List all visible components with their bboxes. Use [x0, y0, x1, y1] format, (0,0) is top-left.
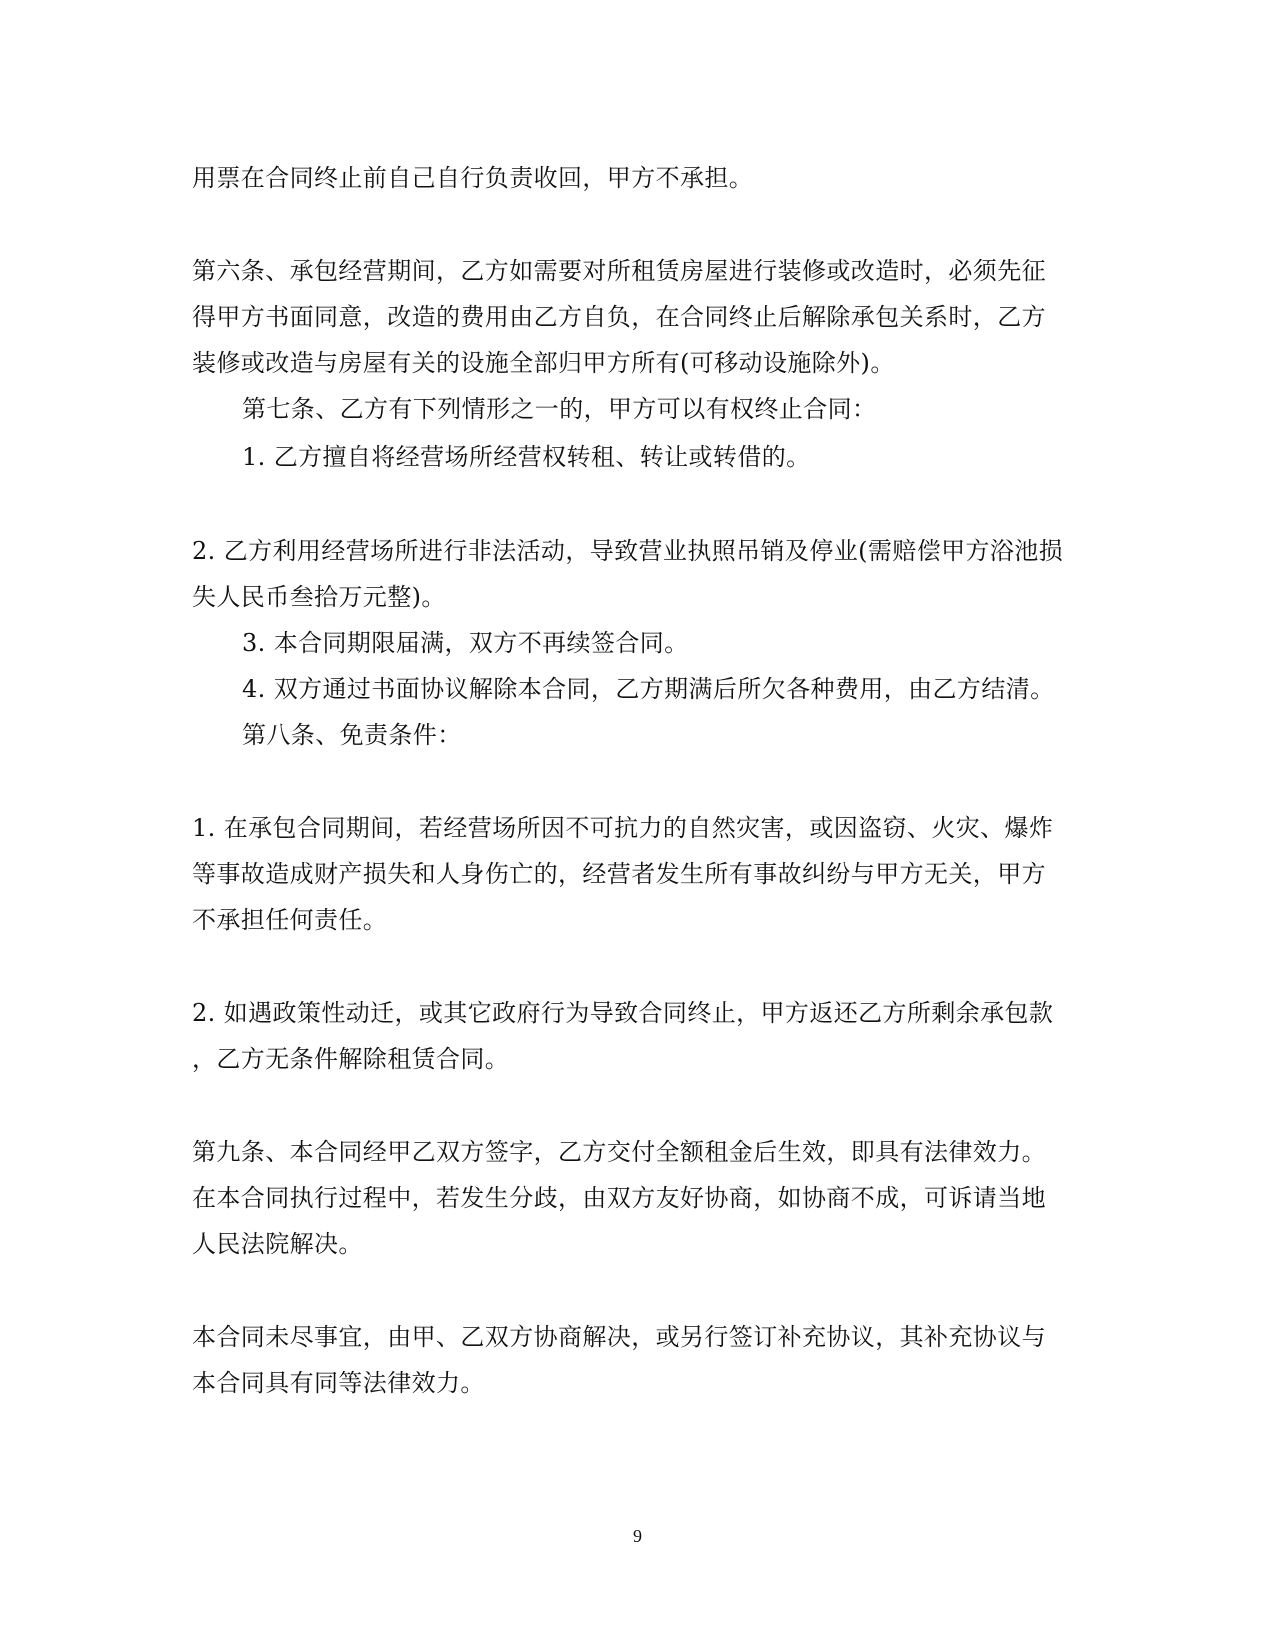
text-line: 在本合同执行过程中，若发生分歧，由双方友好协商，如协商不成，可诉请当地	[192, 1184, 1046, 1212]
text-line: 等事故造成财产损失和人身伤亡的，经营者发生所有事故纠纷与甲方无关，甲方	[192, 860, 1046, 888]
text-line: 第六条、承包经营期间，乙方如需要对所租赁房屋进行装修或改造时，必须先征	[192, 257, 1046, 285]
text-line: 本合同具有同等法律效力。	[192, 1369, 485, 1397]
text-line: 用票在合同终止前自己自行负责收回，甲方不承担。	[192, 164, 754, 192]
text-line: 1. 乙方擅自将经营场所经营权转租、转让或转借的。	[242, 443, 811, 471]
text-line: 第八条、免责条件：	[242, 721, 462, 749]
text-line: 第七条、乙方有下列情形之一的，甲方可以有权终止合同：	[242, 395, 877, 423]
text-line: 不承担任何责任。	[192, 906, 388, 934]
text-line: 2. 如遇政策性动迁，或其它政府行为导致合同终止，甲方返还乙方所剩余承包款	[192, 999, 1054, 1027]
text-line: 4. 双方通过书面协议解除本合同，乙方期满后所欠各种费用，由乙方结清。	[242, 675, 1055, 703]
text-line: 装修或改造与房屋有关的设施全部归甲方所有(可移动设施除外)。	[192, 349, 895, 377]
text-line: 本合同未尽事宜，由甲、乙双方协商解决，或另行签订补充协议，其补充协议与	[192, 1323, 1046, 1351]
text-line: 人民法院解决。	[192, 1230, 363, 1258]
text-line: 失人民币叁拾万元整)。	[192, 583, 446, 611]
text-line: 3. 本合同期限届满，双方不再续签合同。	[242, 629, 689, 657]
text-line: ，乙方无条件解除租赁合同。	[192, 1045, 510, 1073]
page-number: 9	[633, 1526, 642, 1546]
text-line: 得甲方书面同意，改造的费用由乙方自负，在合同终止后解除承包关系时，乙方	[192, 303, 1046, 331]
text-line: 2. 乙方利用经营场所进行非法活动，导致营业执照吊销及停业(需赔偿甲方浴池损	[192, 537, 1064, 565]
text-line: 第九条、本合同经甲乙双方签字，乙方交付全额租金后生效，即具有法律效力。	[192, 1138, 1046, 1166]
text-line: 1. 在承包合同期间，若经营场所因不可抗力的自然灾害，或因盗窃、火灾、爆炸	[192, 814, 1054, 842]
